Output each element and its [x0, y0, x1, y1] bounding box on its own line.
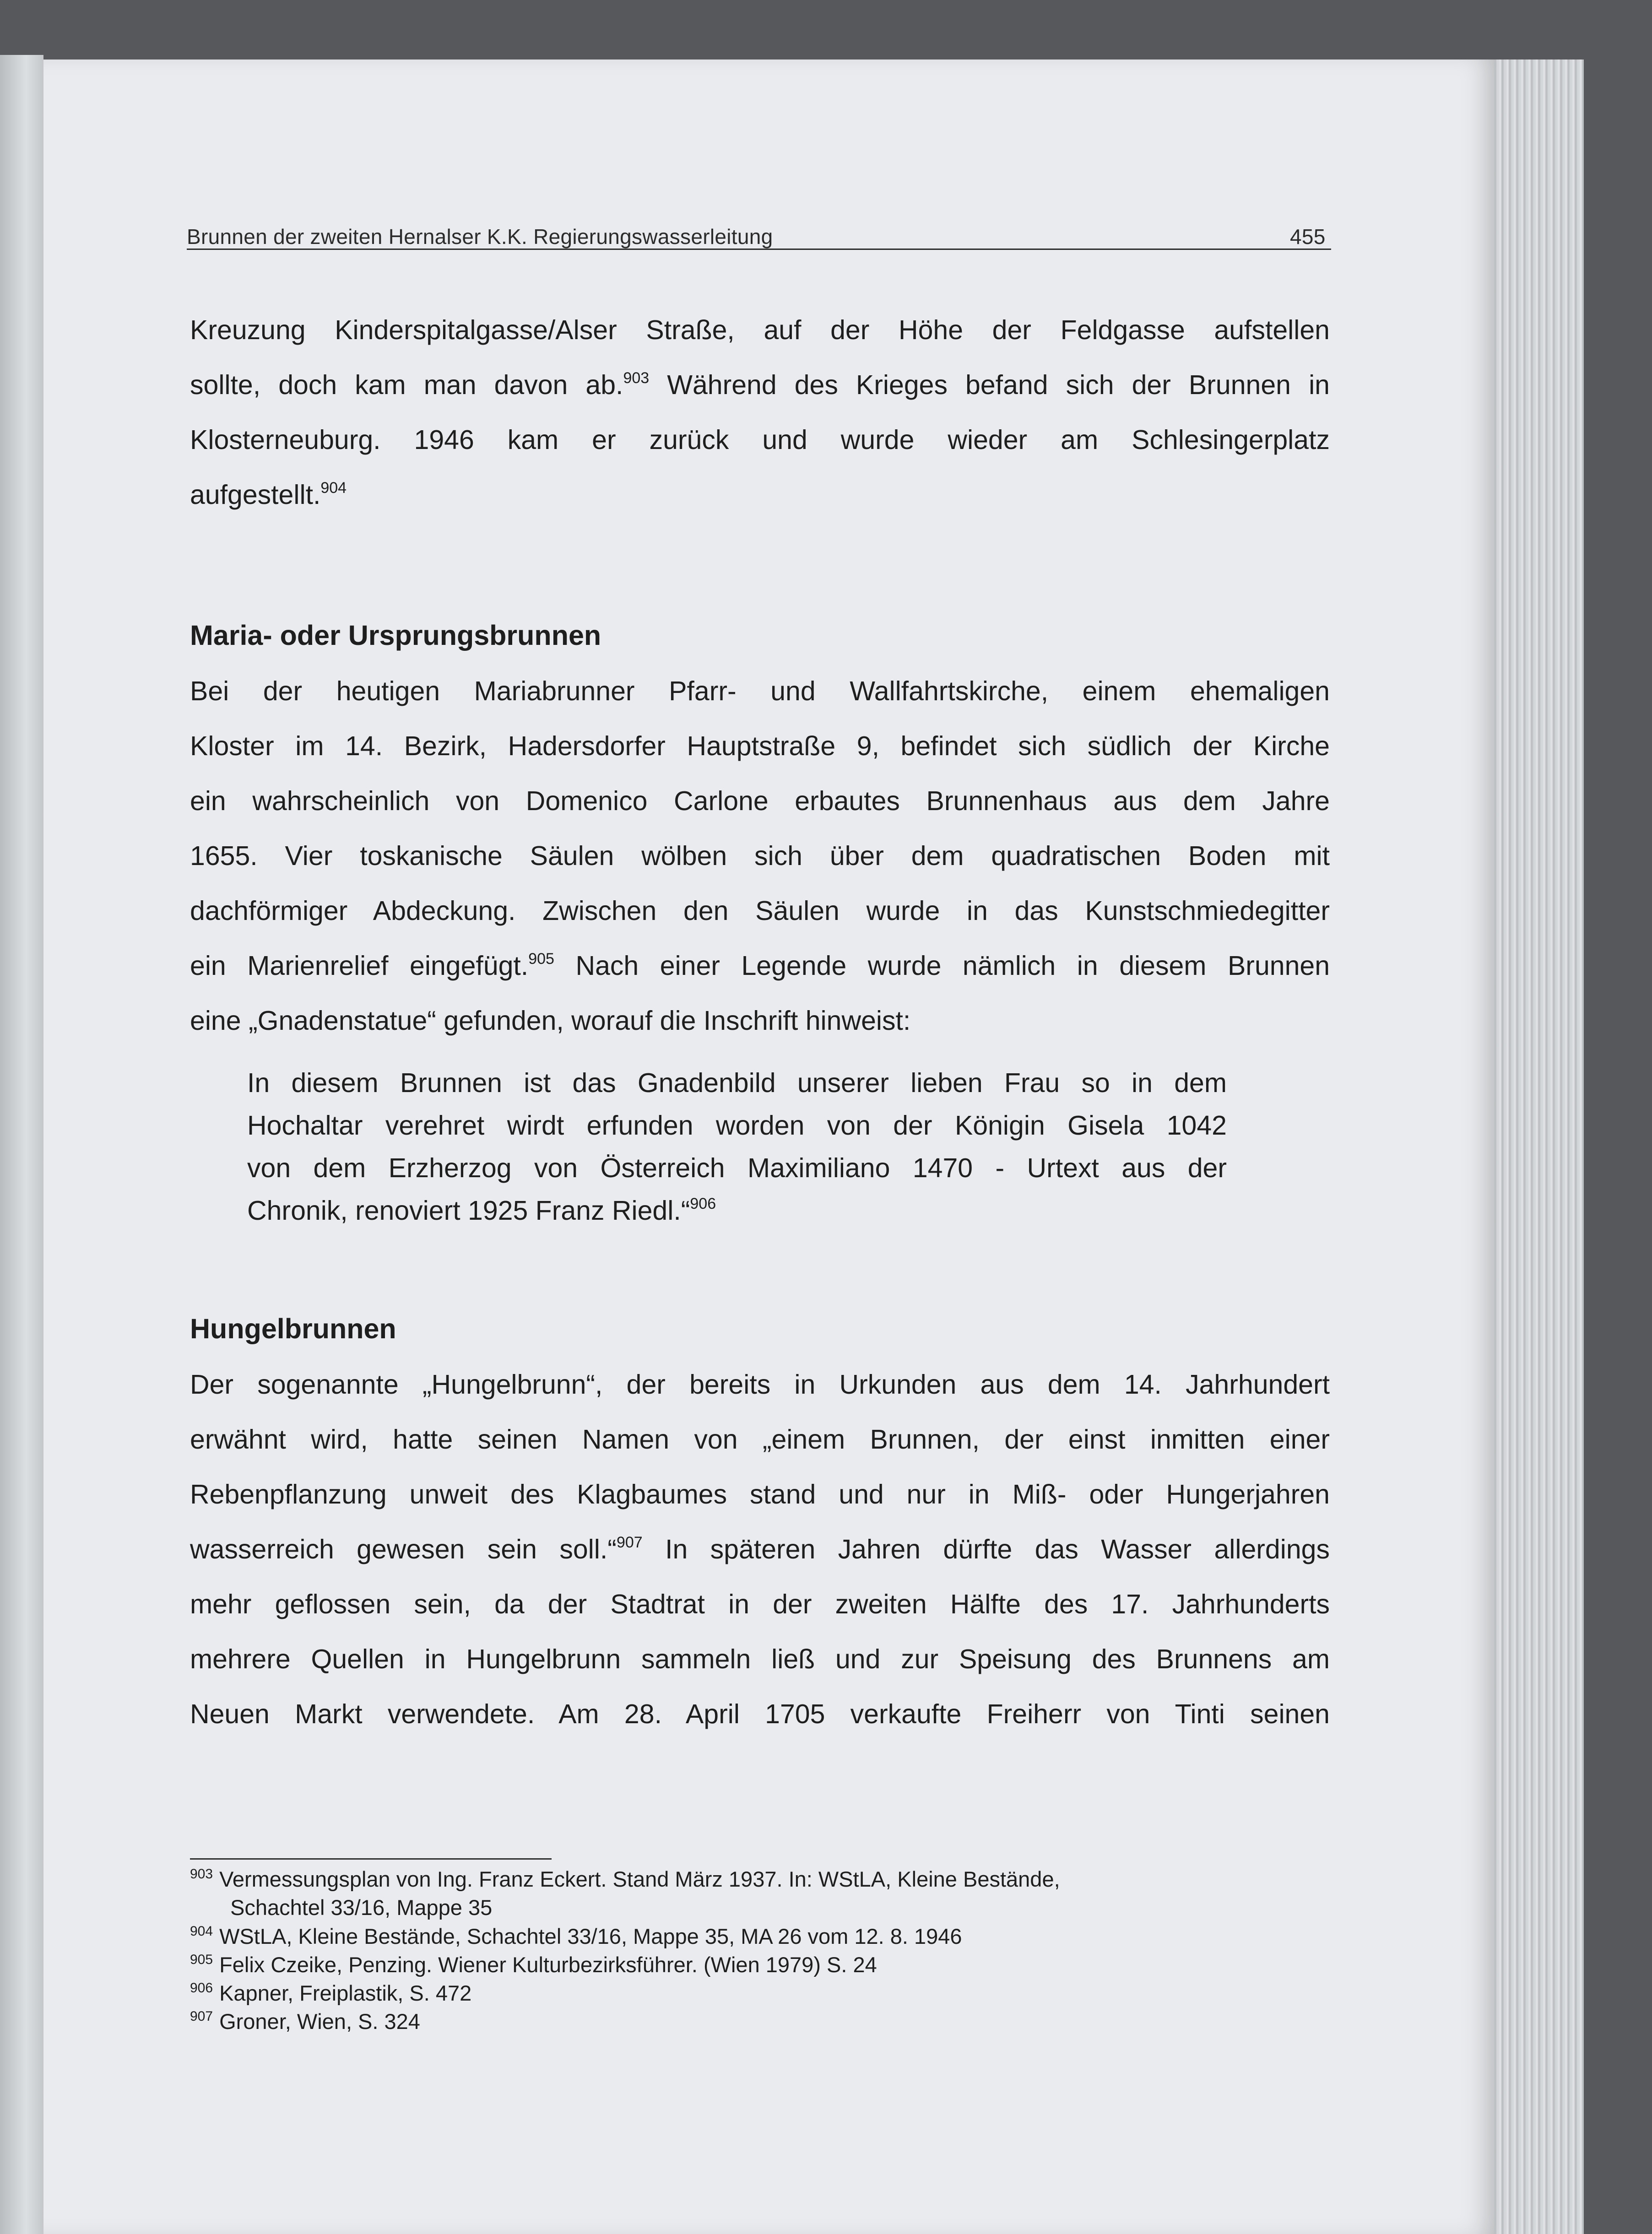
block-quote-inscription: [247, 1062, 1227, 1232]
text-line: sollte, doch kam man davon ab.$^{903}$ Während des Krieges befand sich der Brunnen in: [190, 369, 1330, 400]
quote-line: In diesem Brunnen ist das Gnadenbild unserer lieben Frau so in dem: [247, 1068, 1227, 1098]
text-line: Rebenpflanzung unweit des Klagbaumes stand und nur in Miß- oder Hungerjahren: [190, 1479, 1330, 1509]
paragraph-hungelbrunnen: [190, 1357, 1330, 1742]
text-line: 1655. Vier toskanische Säulen wölben sich über dem quadratischen Boden mit: [190, 841, 1330, 871]
header-rule: [187, 249, 1331, 250]
text-line: Kreuzung Kinderspitalgasse/Alser Straße, auf der Höhe der Feldgasse aufstellen: [190, 315, 1330, 345]
footnote-903: $^{903}$ Vermessungsplan von Ing. Franz Eckert. Stand März 1937. In: WStLA, Kleine Bestände, Schachtel 33/16, Mappe 35: [190, 1866, 1060, 1920]
text-line: Klosterneuburg. 1946 kam er zurück und wurde wieder am Schlesingerplatz: [190, 425, 1330, 455]
footnote-number: 903: [190, 1866, 213, 1882]
text-line: wasserreich gewesen sein soll.“$^{907}$ In späteren Jahren dürfte das Wasser allerdings: [190, 1534, 1330, 1564]
text-line: Neuen Markt verwendete. Am 28. April 1705 verkaufte Freiherr von Tinti seinen: [190, 1699, 1330, 1729]
footnote-number: 906: [190, 1980, 213, 1996]
text-line: Bei der heutigen Mariabrunner Pfarr- und Wallfahrtskirche, einem ehemaligen: [190, 676, 1330, 706]
paragraph-continuation: [190, 303, 1330, 522]
text-line: Der sogenannte „Hungelbrunn“, der bereits in Urkunden aus dem 14. Jahrhundert: [190, 1369, 1330, 1400]
footnote-905: $^{905}$ Felix Czeike, Penzing. Wiener Kulturbezirksführer. (Wien 1979) S. 24: [190, 1952, 877, 1977]
footnote-906: $^{906}$ Kapner, Freiplastik, S. 472: [190, 1980, 472, 2005]
text-line: ein Marienrelief eingefügt.$^{905}$ Nach einer Legende wurde nämlich in diesem Brunnen: [190, 950, 1330, 981]
text-line: ein wahrscheinlich von Domenico Carlone erbautes Brunnenhaus aus dem Jahre: [190, 786, 1330, 816]
text-line: mehrere Quellen in Hungelbrunn sammeln ließ und zur Speisung des Brunnens am: [190, 1644, 1330, 1674]
footnote-ref[interactable]: 905: [528, 950, 554, 968]
page-number: 455: [1290, 225, 1326, 249]
footnote-ref[interactable]: 903: [623, 369, 650, 387]
footnote-number: 905: [190, 1952, 213, 1967]
section-heading-maria: Maria- oder Ursprungsbrunnen: [190, 620, 601, 651]
footnote-number: 907: [190, 2009, 213, 2024]
running-header-title: Brunnen der zweiten Hernalser K.K. Regierungswasserleitung: [187, 225, 773, 249]
section-heading-hungelbrunnen: Hungelbrunnen: [190, 1313, 396, 1344]
left-page-edge: [0, 55, 43, 2234]
footnote-ref[interactable]: 907: [616, 1534, 643, 1551]
footnote-904: $^{904}$ WStLA, Kleine Bestände, Schachtel 33/16, Mappe 35, MA 26 vom 12. 8. 1946: [190, 1924, 962, 1948]
text-line: mehr geflossen sein, da der Stadtrat in der zweiten Hälfte des 17. Jahrhunderts: [190, 1589, 1330, 1619]
footnote-907: $^{907}$ Groner, Wien, S. 324: [190, 2009, 420, 2034]
quote-line: Hochaltar verehret wirdt erfunden worden von der Königin Gisela 1042: [247, 1110, 1227, 1141]
text-line: Kloster im 14. Bezirk, Hadersdorfer Hauptstraße 9, befindet sich südlich der Kirche: [190, 731, 1330, 761]
footnote-separator: [190, 1858, 552, 1860]
quote-line: von dem Erzherzog von Österreich Maximiliano 1470 - Urtext aus der: [247, 1153, 1227, 1183]
text-line: eine „Gnadenstatue“ gefunden, worauf die Inschrift hinweist:: [190, 1006, 911, 1036]
footnote-ref[interactable]: 906: [690, 1195, 716, 1212]
footnote-number: 904: [190, 1924, 213, 1939]
text-line: erwähnt wird, hatte seinen Namen von „einem Brunnen, der einst inmitten einer: [190, 1424, 1330, 1455]
text-line: dachförmiger Abdeckung. Zwischen den Säulen wurde in das Kunstschmiedegitter: [190, 896, 1330, 926]
text-line: aufgestellt.$^{904}$: [190, 479, 347, 510]
paragraph-maria: [190, 664, 1330, 1048]
quote-line: Chronik, renoviert 1925 Franz Riedl.“$^{906}$: [247, 1195, 716, 1226]
footnote-ref[interactable]: 904: [320, 479, 347, 497]
